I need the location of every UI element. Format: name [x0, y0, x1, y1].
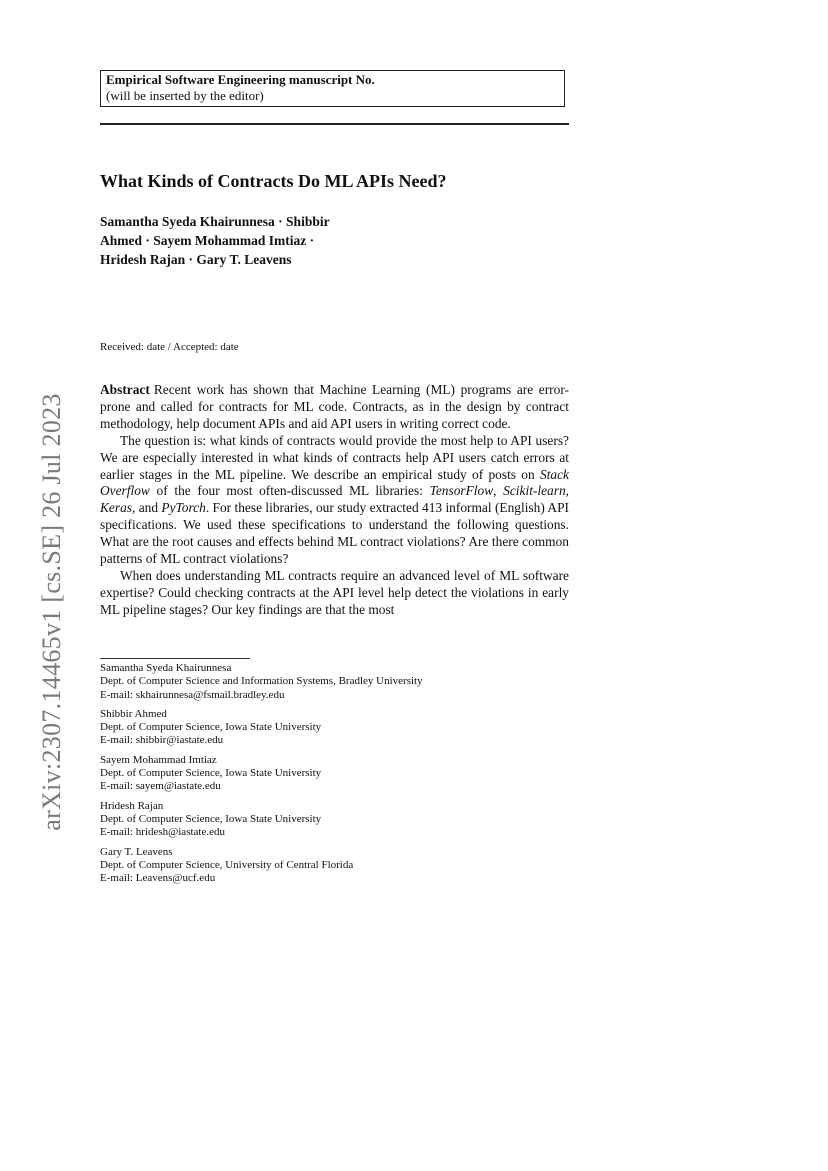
affiliation-name: Samantha Syeda Khairunnesa [100, 662, 232, 674]
abstract-paragraph: Abstract Recent work has shown that Machine Learning (ML) programs are error-prone and called for contracts for ML code. Contracts, as in the design by contract methodology, help document APIs and aid API users in writing correct code. [100, 382, 569, 431]
affiliation [100, 754, 569, 794]
affiliation-name: Sayem Mohammad Imtiaz [100, 753, 217, 766]
arxiv-stamp: arXiv:2307.14465v1 [cs.SE] 26 Jul 2023 [37, 393, 66, 831]
affiliation-name: Shibbir Ahmed [100, 707, 167, 720]
author-list [100, 212, 400, 269]
abstract-paragraph: When does understanding ML contracts require an advanced level of ML software expertise? Could checking contracts at the API level help detect the violations in early ML pipeline stages? Our key findings are that the most [100, 567, 569, 617]
affiliation-dept: Dept. of Computer Science, Iowa State University [100, 812, 322, 825]
journal-name: Empirical Software Engineering manuscript No. [106, 72, 375, 87]
affiliations [100, 662, 569, 891]
journal-header-box [100, 70, 565, 107]
affiliation-name: Hridesh Rajan [100, 799, 164, 812]
affiliation-name: Gary T. Leavens [100, 845, 173, 858]
affiliation-email: E-mail: skhairunnesa@fsmail.bradley.edu [100, 688, 285, 701]
affiliation [100, 800, 569, 840]
affiliation-dept: Dept. of Computer Science and Information Systems, Bradley University [100, 675, 423, 688]
affiliation-email: E-mail: Leavens@ucf.edu [100, 872, 216, 885]
abstract-paragraph: The question is: what kinds of contracts would provide the most help to API users? We are especially interested in what kinds of contracts help API users catch errors at earlier stages in the ML pipeline. We describe an empirical study of posts on Stack Overflow of the four most often-discussed ML libraries: TensorFlow, Scikit-learn, Keras, and PyTorch. For these libraries, our study extracted 413 informal (English) API specifications. We used these specifications to understand the following questions. What are the root causes and effects behind ML contract violations? Are there common patterns of ML contract violations? [100, 432, 569, 567]
affiliation-email: E-mail: hridesh@iastate.edu [100, 826, 225, 839]
header-rule [100, 123, 569, 125]
affiliation-dept: Dept. of Computer Science, Iowa State University [100, 767, 322, 780]
abstract [100, 382, 569, 619]
editor-note: (will be inserted by the editor) [106, 88, 264, 103]
affiliation [100, 846, 569, 886]
affiliation [100, 662, 569, 702]
footnote-rule [100, 658, 250, 659]
affiliation-email: E-mail: shibbir@iastate.edu [100, 734, 224, 747]
author-line: Samantha Syeda Khairunnesa · Shibbir [100, 214, 330, 229]
affiliation-dept: Dept. of Computer Science, Iowa State University [100, 721, 322, 734]
abstract-label: Abstract [100, 382, 150, 397]
paper-title: What Kinds of Contracts Do ML APIs Need? [100, 171, 447, 191]
author-line: Ahmed · Sayem Mohammad Imtiaz · [100, 233, 315, 248]
affiliation-email: E-mail: sayem@iastate.edu [100, 780, 221, 793]
author-line: Hridesh Rajan · Gary T. Leavens [100, 252, 292, 267]
received-date: Received: date / Accepted: date [100, 341, 239, 353]
affiliation-dept: Dept. of Computer Science, University of Central Florida [100, 858, 354, 871]
affiliation [100, 708, 569, 748]
